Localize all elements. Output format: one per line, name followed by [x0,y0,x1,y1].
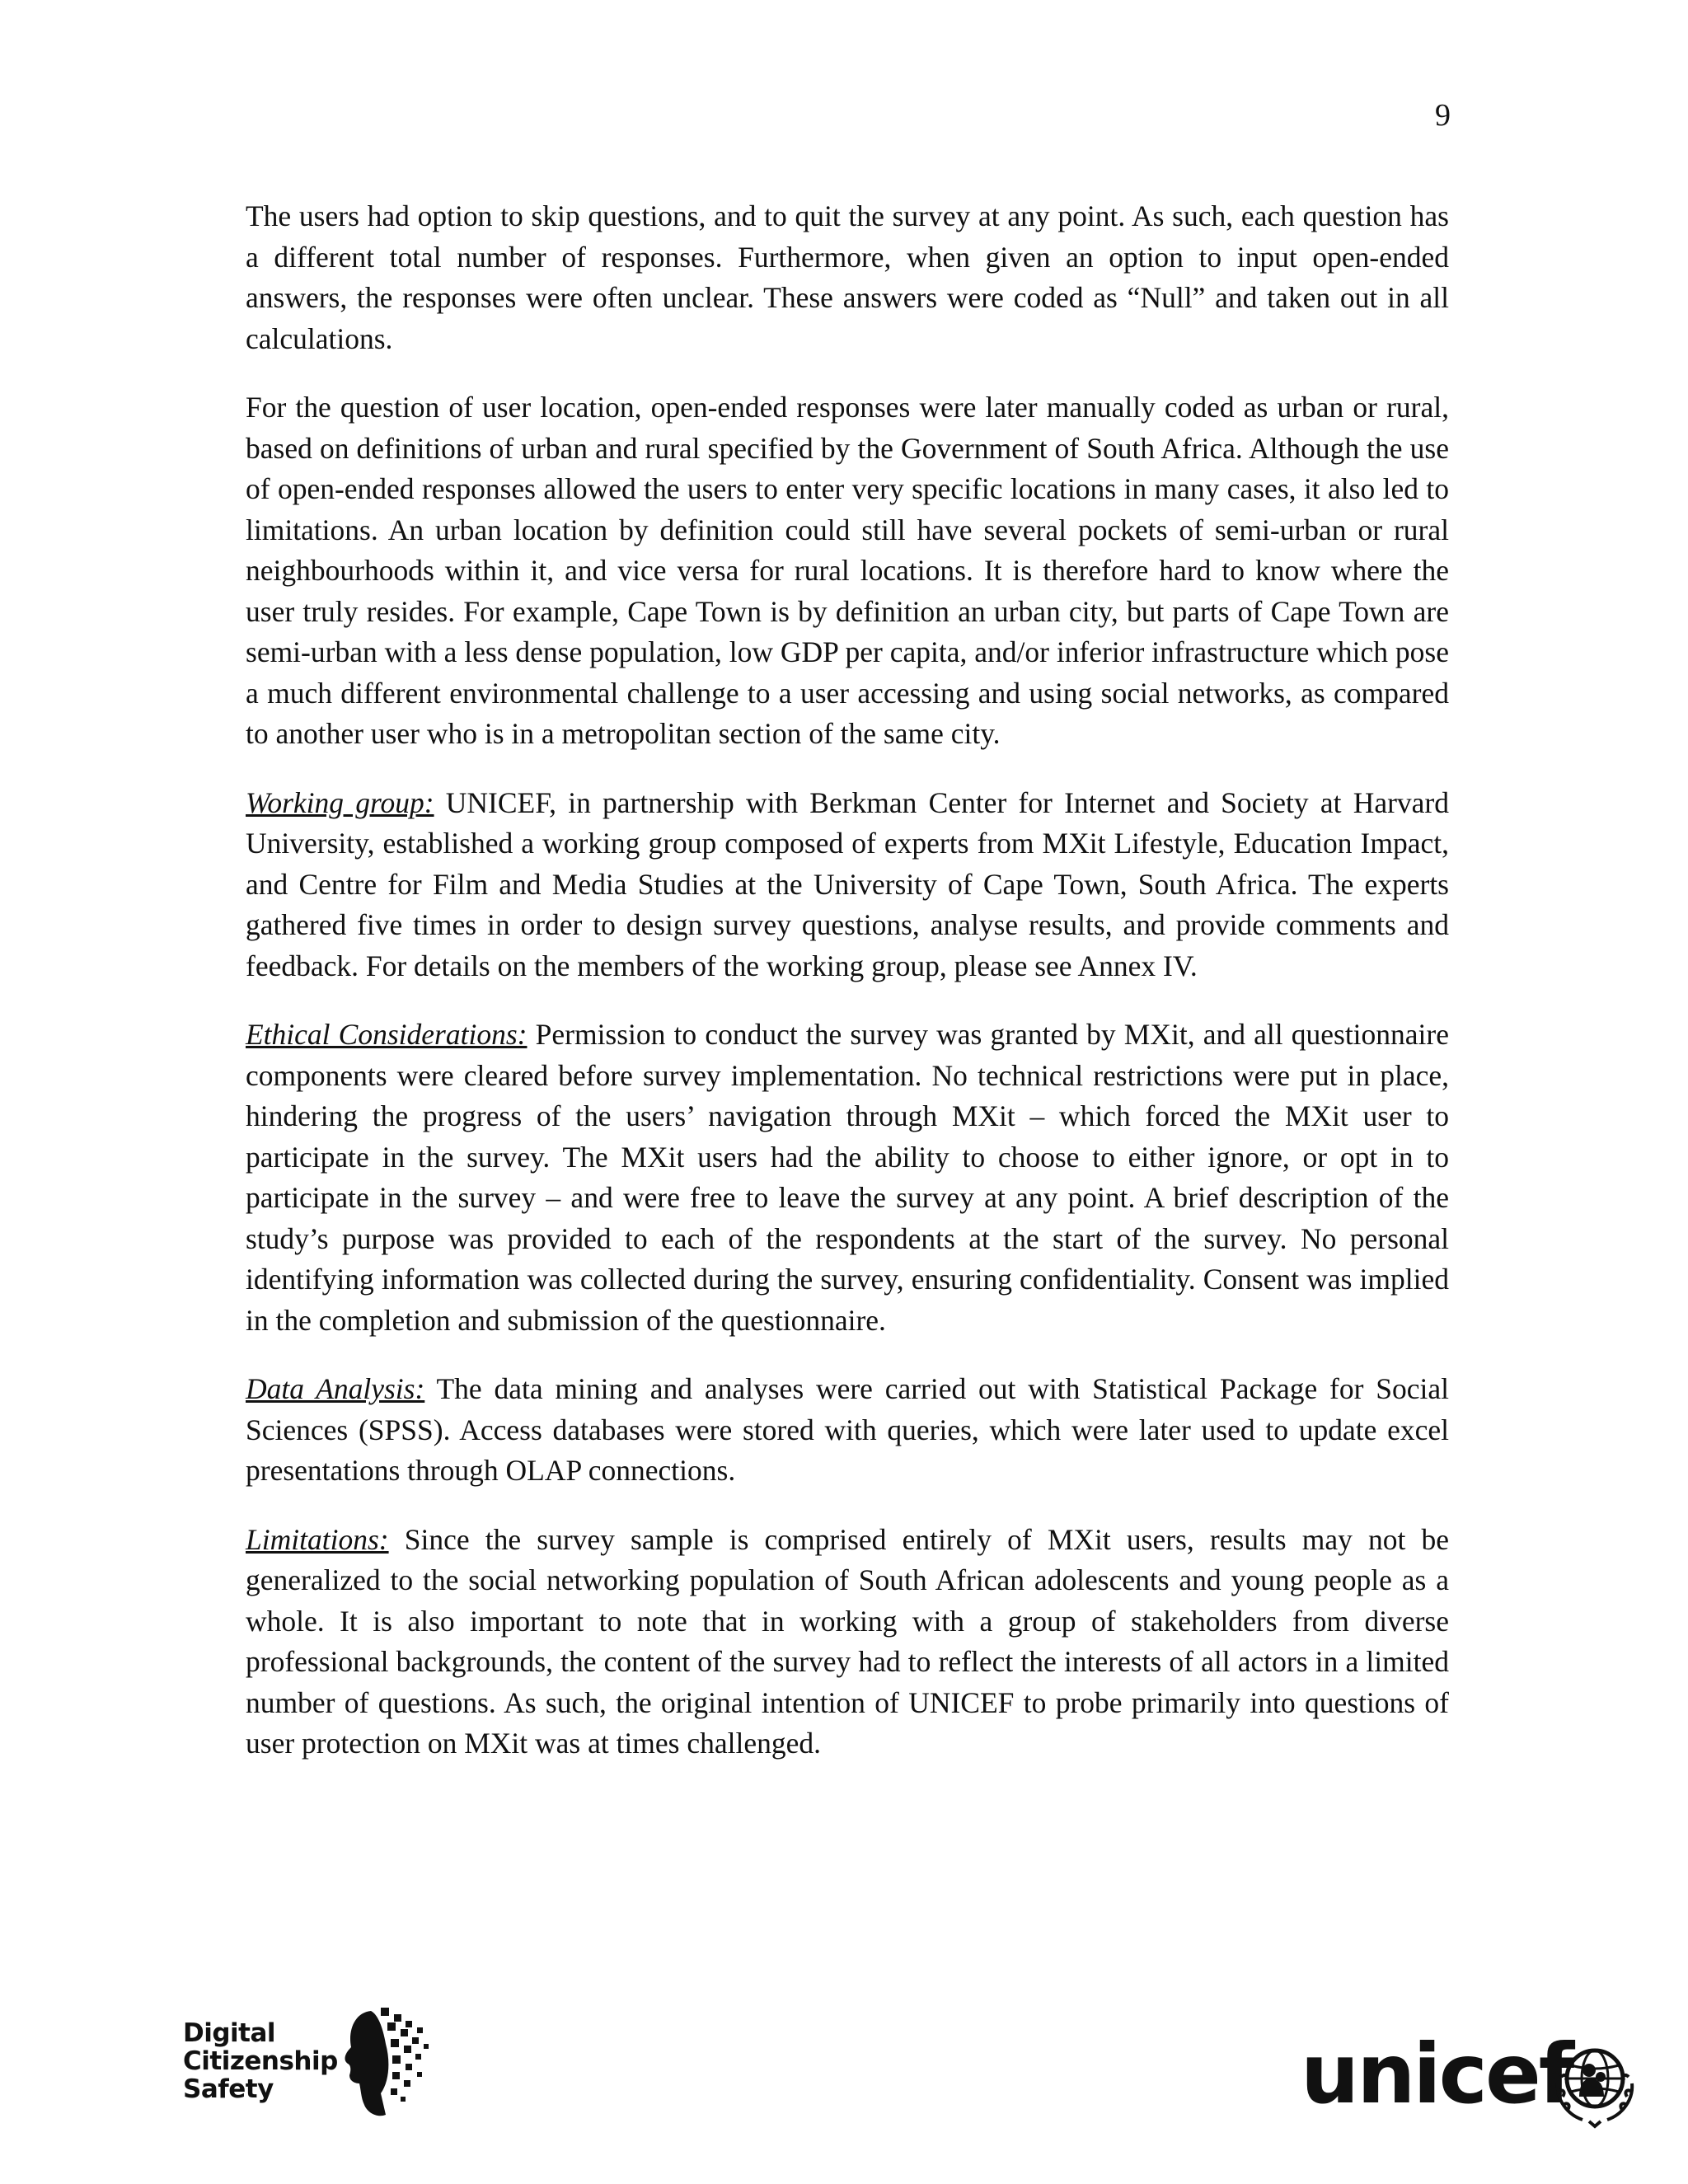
dcs-logo-line: Digital [183,2018,276,2048]
paragraph-heading: Limitations: [246,1522,389,1556]
dcs-logo-line: Citizenship [183,2046,338,2076]
dcs-logo-line: Safety [183,2074,274,2104]
paragraph-1 [246,196,1449,359]
paragraph-2 [246,387,1449,755]
paragraph-heading: Ethical Considerations: [246,1018,528,1051]
paragraph-heading: Working group: [246,785,434,819]
paragraph-working-group [246,783,1449,987]
paragraph-text: UNICEF, in partnership with Berkman Center for Internet and Society at Harvard University, established a working group composed of experts from MXit Lifestyle, Education Impact, and Centre for Film and Media Studies at the University of Cape Town, South Africa. The experts gathered five times in order to design survey questions, analyse results, and provide comments and feedback. For details on the members of the working group, please see Annex IV. [246,785,1449,982]
unicef-logo [1301,2026,1647,2133]
page-number: 9 [1435,98,1451,133]
paragraph-ethical-considerations [246,1015,1449,1341]
paragraph-text: Permission to conduct the survey was granted by MXit, and all questionnaire components were cleared before survey implementation. No technical restrictions were put in place, hindering the progress of the users’ navigation through MXit – which forced the MXit user to participate in the survey. The MXit users had the ability to choose to either ignore, or opt in to participate in the survey – and were free to leave the survey at any point. A brief description of the study’s purpose was provided to each of the respondents at the start of the survey. No personal identifying information was collected during the survey, ensuring confidentiality. Consent was implied in the completion and submission of the questionnaire. [246,1018,1449,1337]
paragraph-heading: Data Analysis: [246,1372,425,1405]
digital-citizenship-safety-logo [183,2003,430,2135]
head-pixel-icon [323,2003,438,2135]
unicef-wordmark: unicef [1301,2026,1573,2122]
paragraph-text: The data mining and analyses were carried out with Statistical Package for Social Sciences (SPSS). Access databases were stored with queries, which were later used to update excel presentations through OLAP connections. [246,1372,1449,1487]
paragraph-text: The users had option to skip questions, and to quit the survey at any point. As such, each question has a different total number of responses. Furthermore, when given an option to input open-ended answers, the responses were often unclear. These answers were coded as “Null” and taken out in all calculations. [246,199,1449,355]
paragraph-text: For the question of user location, open-ended responses were later manually coded as urban or rural, based on definitions of urban and rural specified by the Government of South Africa. Although the use of open-ended responses allowed the users to enter very specific locations in many cases, it also led to limitations. An urban location by definition could still have several pockets of semi-urban or rural neighbourhoods within it, and vice versa for rural locations. It is therefore hard to know where the user truly resides. For example, Cape Town is by definition an urban city, but parts of Cape Town are semi-urban with a less dense population, low GDP per capita, and/or inferior infrastructure which pose a much different environmental challenge to a user accessing and using social networks, as compared to another user who is in a metropolitan section of the same city. [246,391,1449,750]
unicef-emblem-icon [1546,2034,1643,2131]
paragraph-data-analysis [246,1369,1449,1492]
dcs-logo-text [183,2019,338,2103]
paragraph-limitations [246,1520,1449,1765]
paragraph-text: Since the survey sample is comprised entirely of MXit users, results may not be generalized to the social networking population of South African adolescents and young people as a whole. It is also important to note that in working with a group of stakeholders from diverse professional backgrounds, the content of the survey had to reflect the interests of all actors in a limited number of questions. As such, the original intention of UNICEF to probe primarily into questions of user protection on MXit was at times challenged. [246,1522,1449,1760]
document-body [246,196,1449,1793]
